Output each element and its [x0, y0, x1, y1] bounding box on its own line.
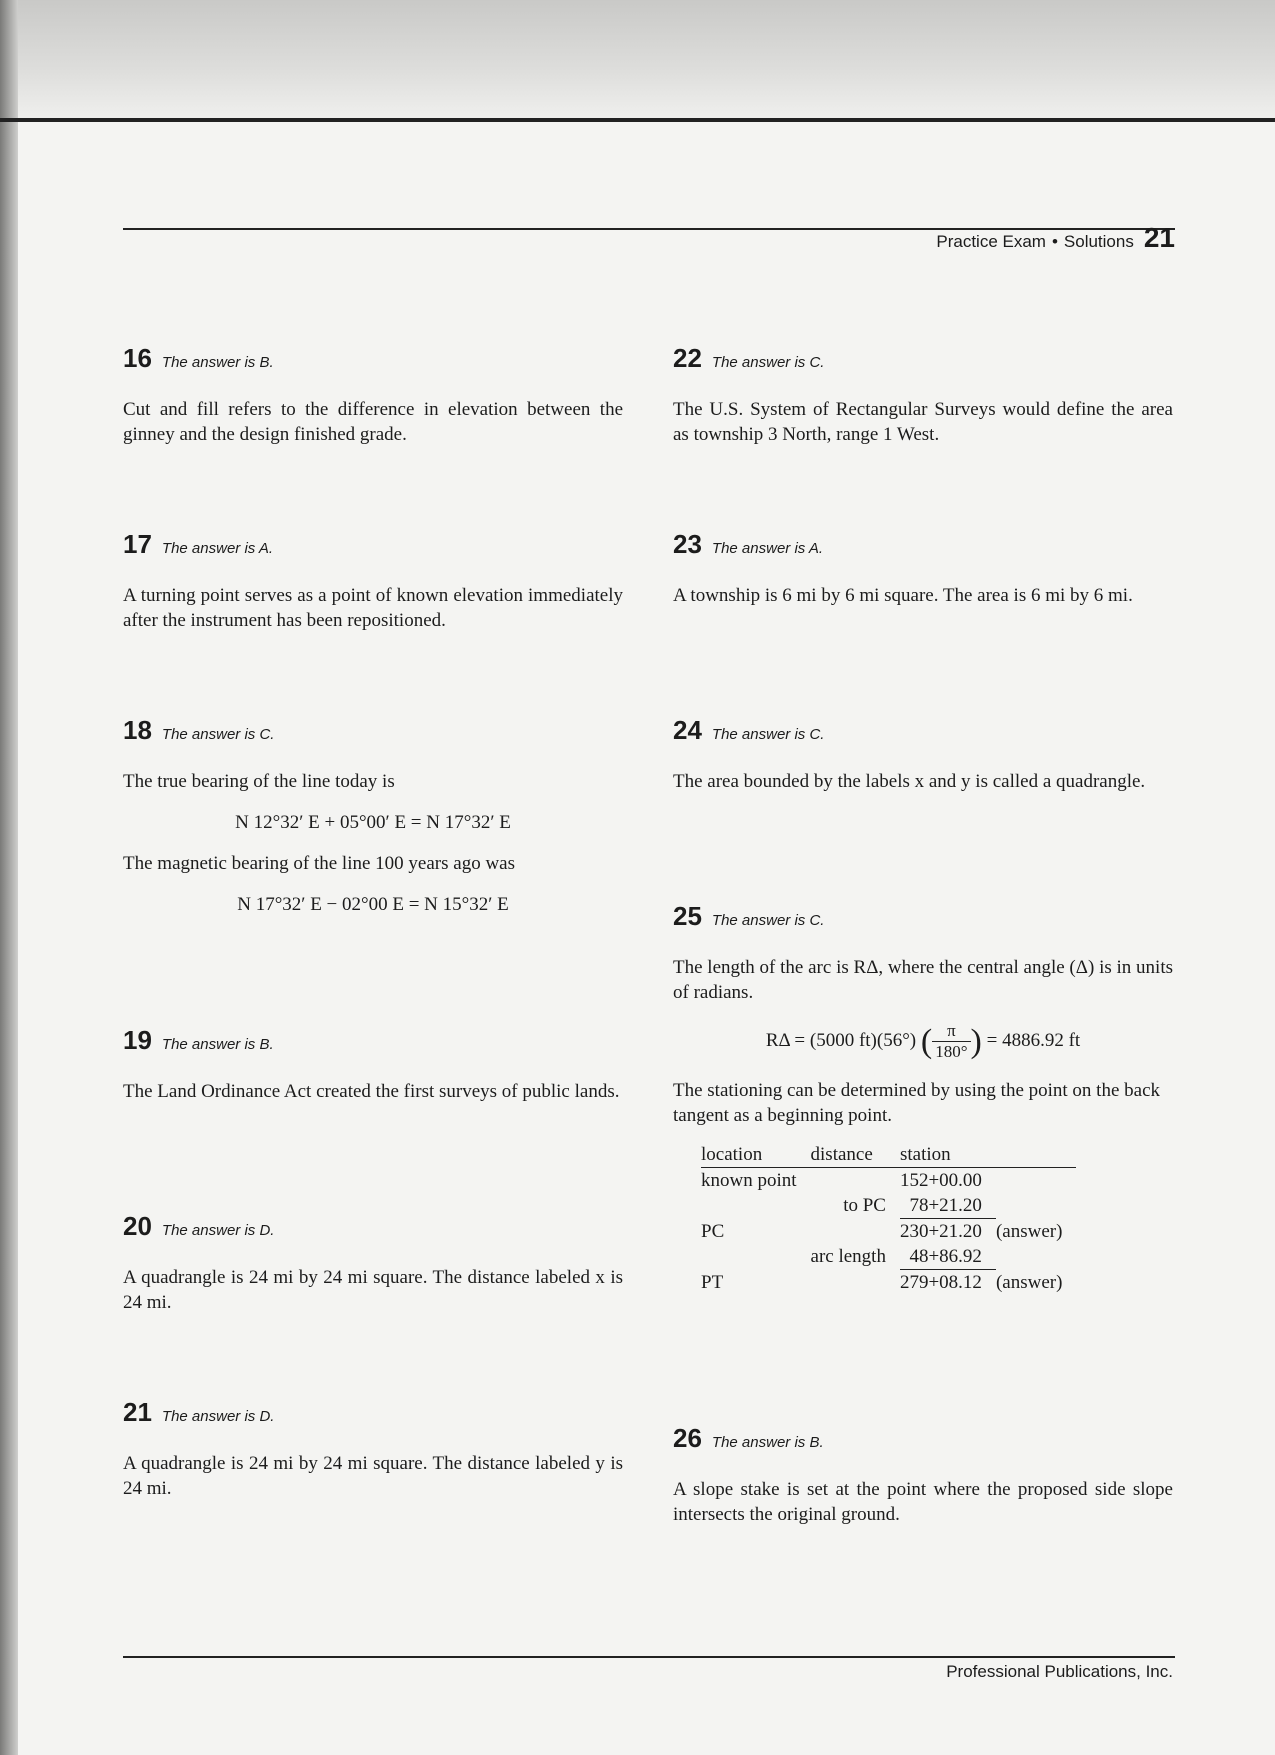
- solution-text: A township is 6 mi by 6 mi square. The area is 6 mi by 6 mi.: [673, 585, 1133, 606]
- equation-arc-length: RΔ = (5000 ft)(56°) ( $\frac{\pi}{180^\circ}$ ) = 4886.92 ft: [765, 1021, 1081, 1061]
- solution-text: The true bearing of the line today is: [123, 771, 395, 792]
- table-row: [701, 1193, 1076, 1219]
- solution-text: A quadrangle is 24 mi by 24 mi square. The distance labeled x is 24 mi.: [123, 1267, 623, 1313]
- solution-21: [123, 1397, 623, 1501]
- footer-publisher: Professional Publications, Inc.: [946, 1662, 1173, 1681]
- solution-text: The U.S. System of Rectangular Surveys would define the area as township 3 North, range 1 West.: [673, 399, 1173, 445]
- table-row: [701, 1219, 1076, 1245]
- table-cell: PT: [701, 1271, 724, 1293]
- table-cell: 48+86.92: [900, 1244, 996, 1270]
- running-header: [936, 222, 1175, 254]
- table-cell: PC: [701, 1220, 725, 1242]
- table-row: [701, 1244, 1076, 1270]
- solution-text: The area bounded by the labels x and y is called a quadrangle.: [673, 771, 1146, 792]
- problem-number: 20: [123, 1211, 152, 1241]
- problem-number: 21: [123, 1397, 152, 1427]
- solution-22: [673, 343, 1173, 447]
- solution-text: The Land Ordinance Act created the first surveys of public lands.: [123, 1081, 620, 1102]
- answer-label: The answer is A.: [711, 540, 824, 557]
- table-cell: known point: [701, 1170, 797, 1191]
- column-header: station: [900, 1142, 996, 1168]
- header-section: Solutions: [1063, 232, 1134, 251]
- answer-label: The answer is D.: [161, 1222, 275, 1239]
- equation-lhs: RΔ = (5000 ft)(56°): [765, 1029, 917, 1051]
- solution-24: [673, 715, 1173, 794]
- table-cell: [811, 1219, 900, 1245]
- fraction-numerator: π: [932, 1021, 970, 1042]
- header-title: Practice Exam: [936, 232, 1046, 251]
- table-cell: [996, 1168, 1076, 1194]
- table-header-row: [701, 1142, 1076, 1168]
- problem-number: 26: [673, 1423, 702, 1453]
- solution-text: Cut and fill refers to the difference in elevation between the ginney and the design finished grade.: [123, 399, 623, 445]
- footer-rule: [123, 1656, 1175, 1658]
- column-header: distance: [811, 1142, 900, 1168]
- answer-label: The answer is B.: [711, 1434, 824, 1451]
- problem-number: 24: [673, 715, 702, 745]
- answer-label: The answer is A.: [161, 540, 274, 557]
- header-separator: •: [1051, 232, 1058, 251]
- table-cell: (answer): [995, 1271, 1063, 1293]
- solution-text: The length of the arc is RΔ, where the central angle (Δ) is in units of radians.: [673, 957, 1173, 1003]
- solution-18: [123, 715, 623, 933]
- problem-number: 16: [123, 343, 152, 373]
- table-cell: [811, 1168, 900, 1194]
- table-cell: to PC: [843, 1195, 886, 1217]
- table-cell: (answer): [995, 1220, 1063, 1242]
- scan-binding-shadow: [0, 0, 18, 1755]
- problem-number: 22: [673, 343, 702, 373]
- problem-number: 23: [673, 529, 702, 559]
- equation-rhs: = 4886.92 ft: [986, 1029, 1081, 1051]
- table-cell: 152+00.00: [899, 1170, 982, 1191]
- answer-label: The answer is B.: [161, 354, 274, 371]
- solution-26: [673, 1423, 1173, 1527]
- problem-number: 19: [123, 1025, 152, 1055]
- answer-label: The answer is C.: [711, 354, 825, 371]
- answer-label: The answer is C.: [161, 726, 275, 743]
- solution-20: [123, 1211, 623, 1315]
- answer-label: The answer is C.: [711, 912, 825, 929]
- fraction-denominator: 180°: [935, 1042, 968, 1061]
- table-cell: arc length: [810, 1246, 886, 1268]
- table-cell: [701, 1193, 811, 1219]
- solution-text: A slope stake is set at the point where the proposed side slope intersects the original ground.: [673, 1479, 1173, 1525]
- page-number: 21: [1143, 222, 1175, 253]
- equation-magnetic-bearing: N 17°32′ E − 02°00 E = N 15°32′ E: [237, 894, 509, 915]
- solution-25: [673, 901, 1173, 1295]
- answer-label: The answer is B.: [161, 1036, 274, 1053]
- problem-number: 25: [673, 901, 702, 931]
- problem-number: 17: [123, 529, 152, 559]
- equation-true-bearing: N 12°32′ E + 05°00′ E = N 17°32′ E: [235, 812, 511, 833]
- solution-text-2: The magnetic bearing of the line 100 years ago was: [123, 853, 515, 874]
- column-header: location: [701, 1142, 811, 1168]
- table-cell: [996, 1193, 1076, 1219]
- table-row: [701, 1270, 1076, 1296]
- stationing-table: [701, 1142, 1076, 1295]
- table-cell: [701, 1244, 811, 1270]
- solution-text: A quadrangle is 24 mi by 24 mi square. The distance labeled y is 24 mi.: [123, 1453, 623, 1499]
- solution-19: [123, 1025, 623, 1104]
- problem-number: 18: [123, 715, 152, 745]
- table-row: [701, 1168, 1076, 1194]
- solution-17: [123, 529, 623, 633]
- solution-text-2: The stationing can be determined by using the point on the back tangent as a beginning point.: [673, 1080, 1161, 1126]
- answer-label: The answer is C.: [711, 726, 825, 743]
- solution-23: [673, 529, 1173, 608]
- solution-text: A turning point serves as a point of known elevation immediately after the instrument has been repositioned.: [123, 585, 623, 631]
- table-cell: 78+21.20: [900, 1193, 996, 1219]
- answer-label: The answer is D.: [161, 1408, 275, 1425]
- scan-top-shadow: [0, 0, 1275, 120]
- table-cell: [811, 1270, 900, 1296]
- table-cell: 230+21.20: [899, 1221, 982, 1242]
- table-cell: 279+08.12: [899, 1272, 982, 1293]
- page-edge: [0, 118, 1275, 122]
- solution-16: [123, 343, 623, 447]
- table-cell: [996, 1244, 1076, 1270]
